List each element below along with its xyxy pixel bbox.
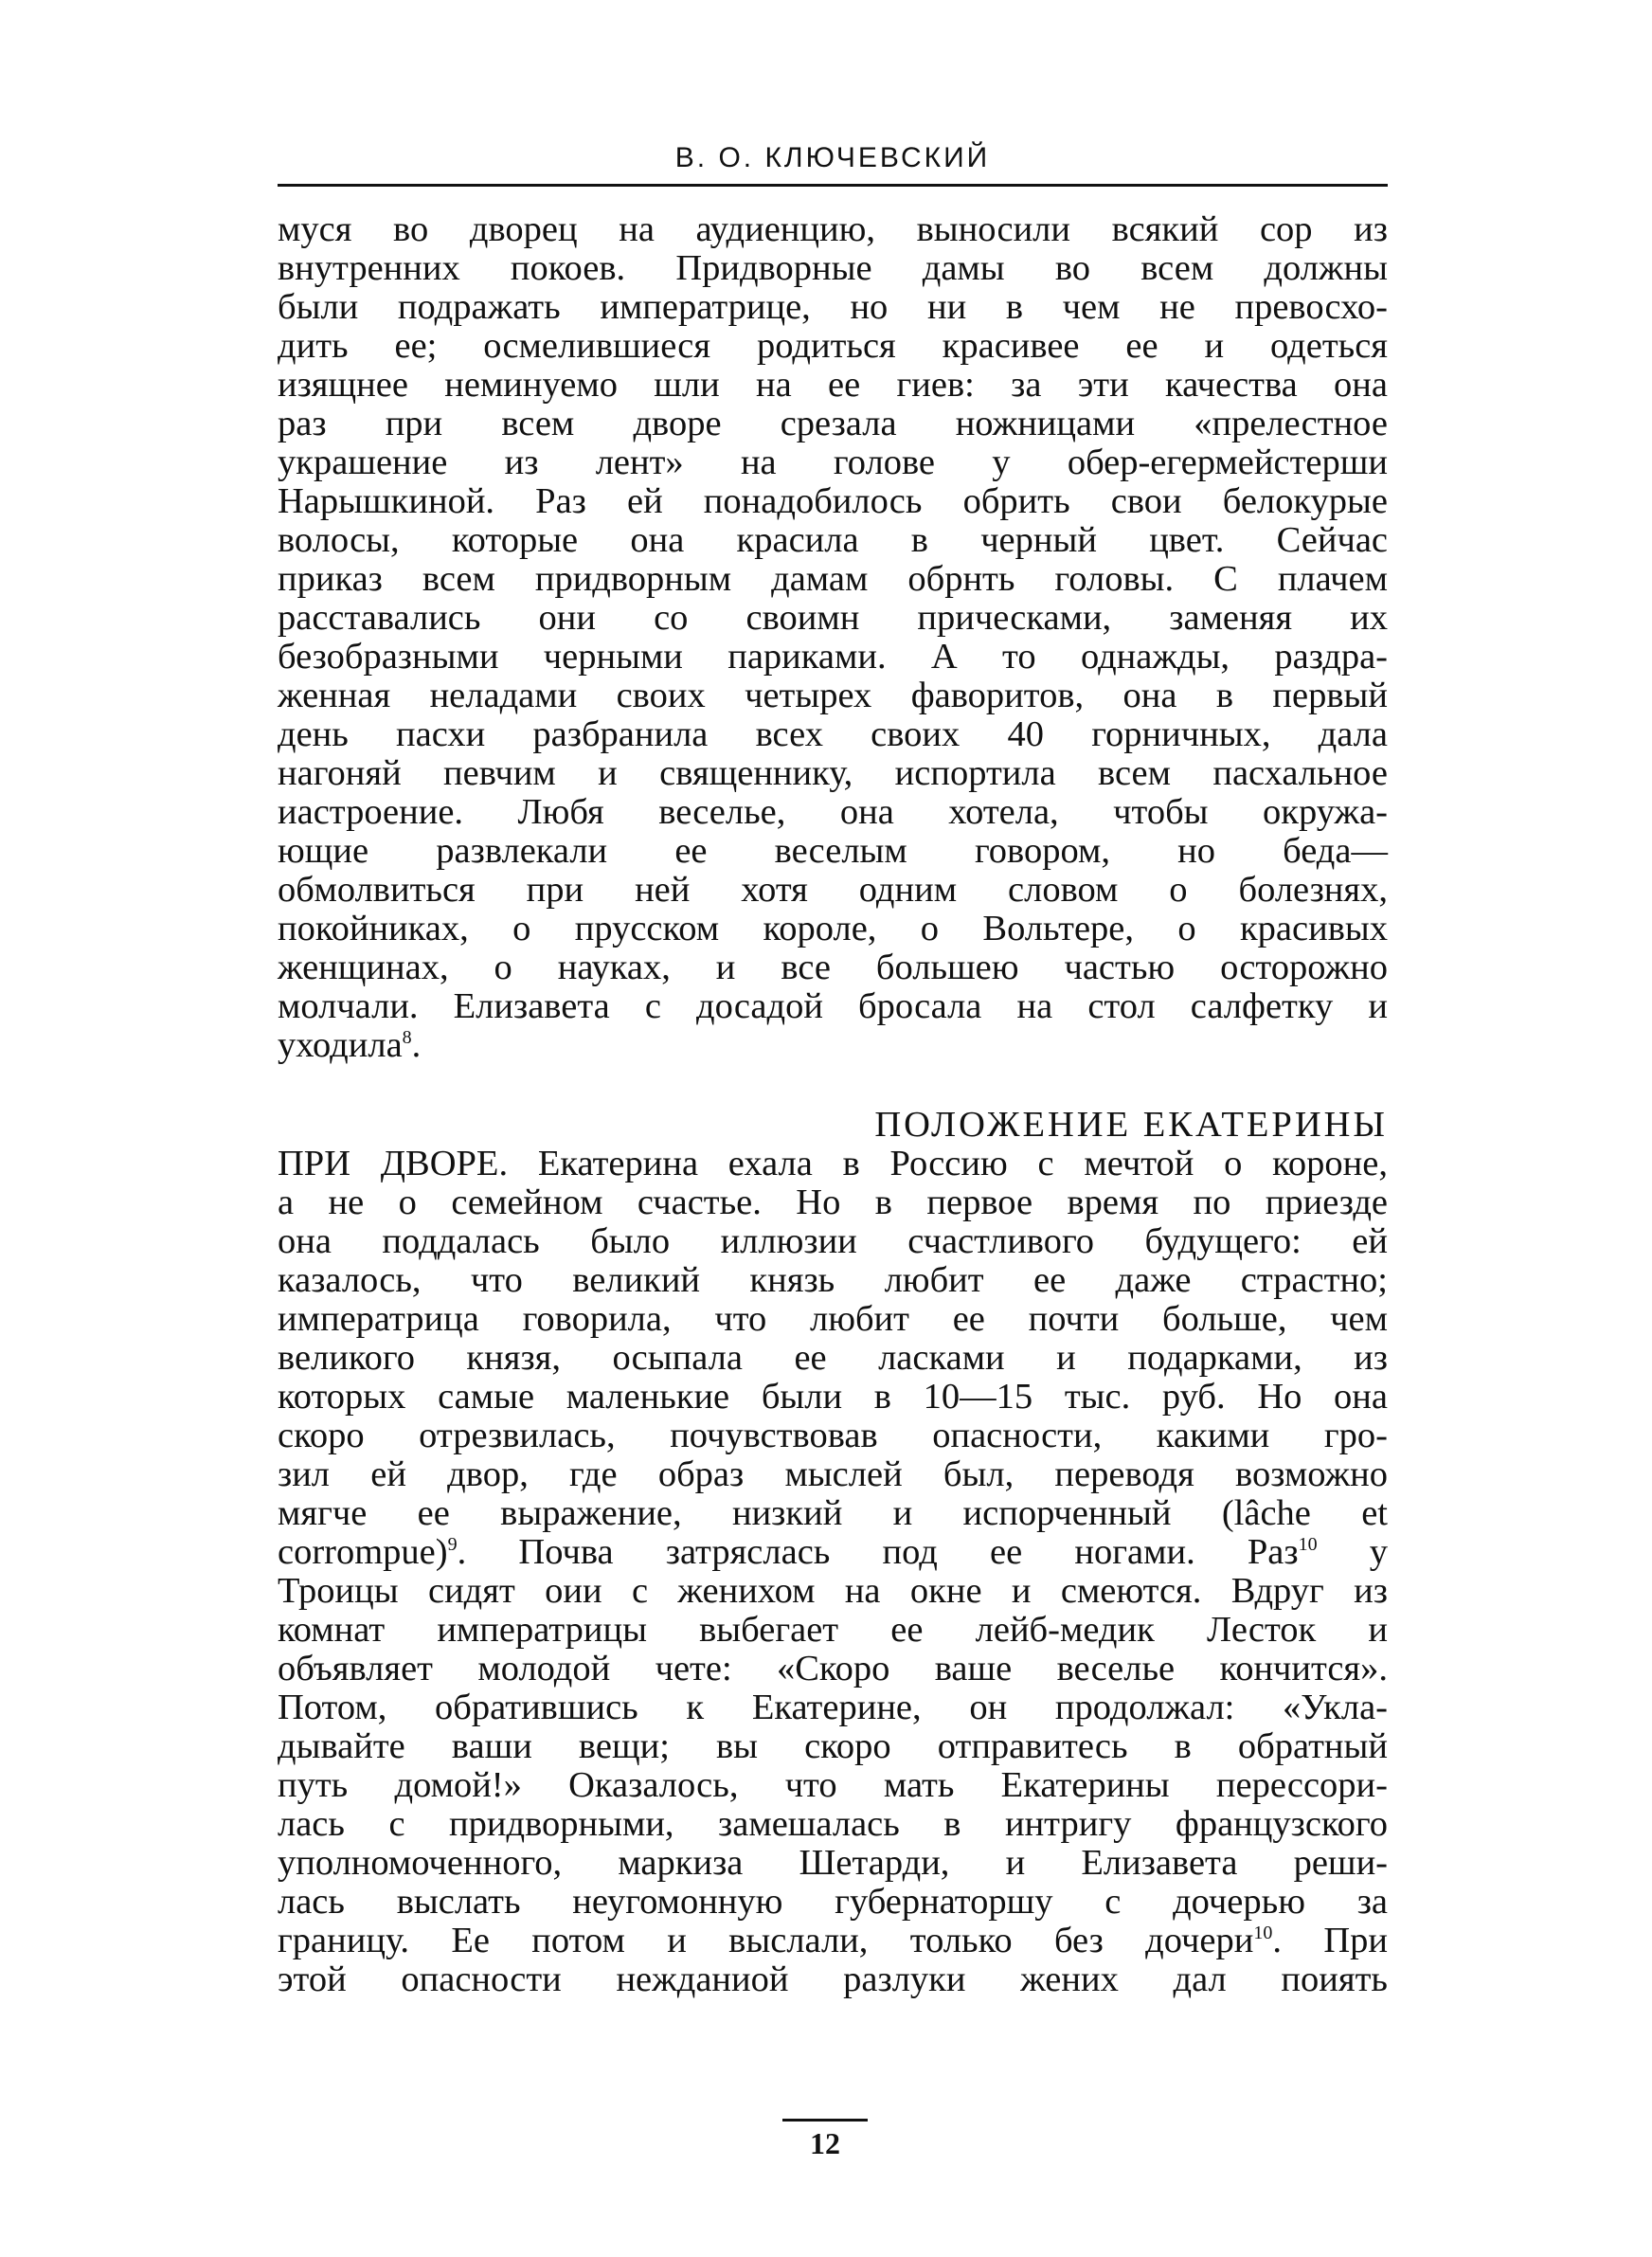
text-line: которых самые маленькие были в 10—15 тыс. руб. Но она (278, 1377, 1388, 1417)
footnote-ref: 10 (1253, 1923, 1273, 1944)
text-line: путь домой!» Оказалось, что мать Екатерины перессори- (278, 1765, 1388, 1805)
section-heading: ПОЛОЖЕНИЕ ЕКАТЕРИНЫ (874, 1105, 1388, 1145)
text-line: украшение из лент» на голове у обер-егермейстерши (278, 442, 1388, 482)
text-line: день пасхи разбранила всех своих 40 горничных, дала (278, 714, 1388, 754)
text-line: дывайте ваши вещи; вы скоро отправитесь в обратный (278, 1726, 1388, 1766)
running-head: В. О. КЛЮЧЕВСКИЙ (674, 142, 991, 173)
text-line: великого князя, осыпала ее ласками и подарками, из (278, 1338, 1388, 1378)
text-line (278, 1922, 1388, 1960)
text-line: скоро отрезвилась, почувствовав опасности, какими гро- (278, 1416, 1388, 1455)
text-line: императрица говорила, что любит ее почти больше, чем (278, 1299, 1388, 1339)
text-line: этой опасности нежданиой разлуки жених дал поиять (278, 1959, 1388, 1999)
text-fragment: corrompue) (278, 1532, 448, 1572)
paragraph-gap (278, 1065, 1388, 1106)
text-line: муся во дворец на аудиенцию, выносили всякий сор из (278, 209, 1388, 249)
text-line: покойниках, о прусском короле, о Вольтере, о красивых (278, 909, 1388, 948)
text-line: уполномоченного, маркиза Шетарди, и Елизавета реши- (278, 1843, 1388, 1883)
footnote-ref: 9 (447, 1534, 458, 1556)
text-line: лась с придворными, замешалась в интригу французского (278, 1804, 1388, 1844)
text-line: женщинах, о науках, и все большею частью осторожно (278, 948, 1388, 987)
text-line: нагоняй певчим и священнику, испортила всем пасхальное (278, 753, 1388, 793)
text-line: женная неладами своих четырех фаворитов, она в первый (278, 676, 1388, 715)
text-fragment: . Почва затряслась под ее ногами. Раз (457, 1532, 1299, 1572)
text-line: уходила$^8$. (278, 1025, 422, 1065)
section-heading-continued: ПРИ ДВОРЕ. (278, 1144, 509, 1183)
text-line: иастроение. Любя веселье, она хотела, чтобы окружа- (278, 792, 1388, 832)
paragraph-start-text: Екатерина ехала в Россию с мечтой о короне, (508, 1144, 1388, 1183)
text-fragment: границу. Ее потом и выслали, только без дочери (278, 1921, 1254, 1960)
text-line: изящнее неминуемо шли на ее гиев: за эти качества она (278, 365, 1388, 405)
text-fragment: . При (1272, 1921, 1388, 1960)
text-line: волосы, которые она красила в черный цвет. Сейчас (278, 520, 1388, 560)
text-line: мягче ее выражение, низкий и испорченный (lâche et (278, 1493, 1388, 1533)
text-line: комнат императрицы выбегает ее лейб-медик Лесток и (278, 1610, 1388, 1650)
text-line: казалось, что великий князь любит ее даже страстно; (278, 1260, 1388, 1300)
text-line: ющие развлекали ее веселым говором, но беда— (278, 831, 1388, 871)
folio-rule (782, 2119, 868, 2122)
page-number: 12 (810, 2126, 840, 2160)
text-line (278, 1533, 1388, 1572)
footnote-ref: 8 (402, 1027, 412, 1049)
text-line: Потом, обратившись к Екатерине, он продолжал: «Укла- (278, 1688, 1388, 1727)
text-fragment: у (1317, 1532, 1389, 1572)
text-line: обмолвиться при ней хотя одним словом о болезнях, (278, 870, 1388, 910)
text-line: раз при всем дворе срезала ножницами «прелестное (278, 404, 1388, 443)
text-line: расставались они со своимн прическами, заменяя их (278, 598, 1388, 638)
text-line: зил ей двор, где образ мыслей был, переводя возможно (278, 1454, 1388, 1494)
paragraph-end-text: уходила (278, 1025, 403, 1065)
text-line: безобразными черными париками. А то однажды, раздра- (278, 637, 1388, 677)
header-rule (278, 184, 1388, 187)
text-line: лась выслать неугомонную губернаторшу с дочерью за (278, 1882, 1388, 1922)
footnote-ref: 10 (1298, 1534, 1318, 1556)
text-line: а не о семейном счастье. Но в первое время по приезде (278, 1183, 1388, 1222)
body-text (278, 210, 1388, 1999)
text-line: приказ всем придворным дамам обрнть головы. С плачем (278, 559, 1388, 599)
text-line: объявляет молодой чете: «Скоро ваше веселье кончится». (278, 1649, 1388, 1688)
text-line: Троицы сидят оии с женихом на окне и смеются. Вдруг из (278, 1571, 1388, 1611)
text-line (278, 1145, 1388, 1183)
text-line: Нарышкиной. Раз ей понадобилось обрить свои белокурые (278, 481, 1388, 521)
text-line: внутренних покоев. Придворные дамы во всем должны (278, 248, 1388, 288)
text-line: были подражать императрице, но ни в чем не превосхо- (278, 287, 1388, 327)
text-line: молчали. Елизавета с досадой бросала на стол салфетку и (278, 986, 1388, 1026)
text-line: она поддалась было иллюзии счастливого будущего: ей (278, 1221, 1388, 1261)
text-line: дить ее; осмелившиеся родиться красивее ее и одеться (278, 326, 1388, 366)
